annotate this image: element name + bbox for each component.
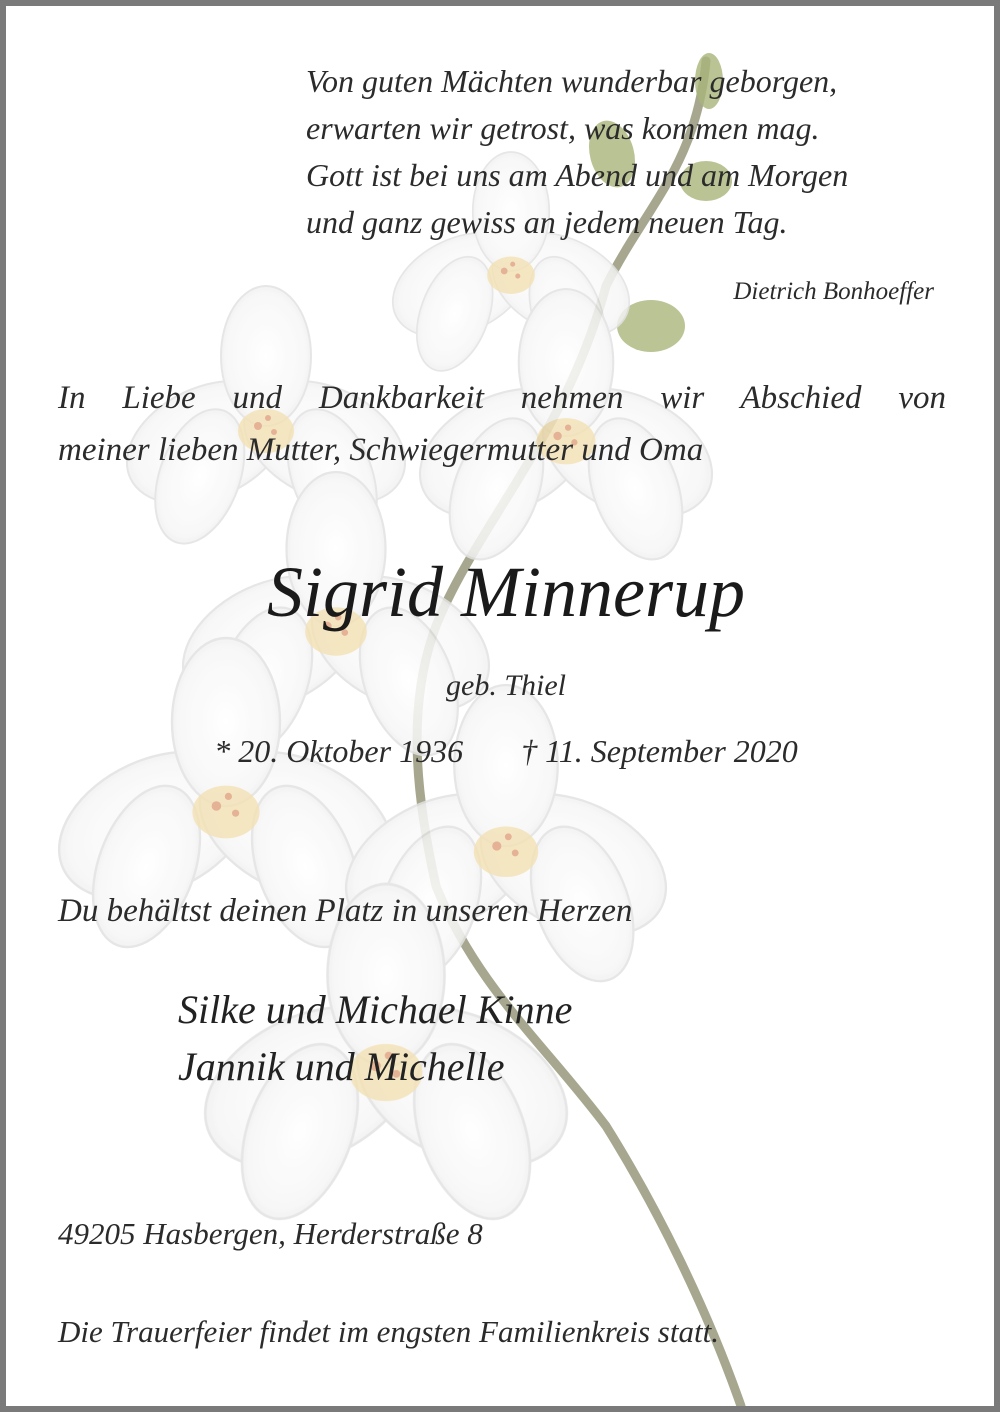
intro-text xyxy=(58,372,946,476)
address: 49205 Hasbergen, Herderstraße 8 xyxy=(58,1216,483,1251)
life-dates xyxy=(6,733,1000,770)
family-signature xyxy=(178,981,572,1095)
family-member: Silke und Michael Kinne xyxy=(178,987,573,1032)
family-member: Jannik und Michelle xyxy=(178,1044,505,1089)
poem xyxy=(306,58,848,246)
poem-line: Von guten Mächten wunderbar geborgen, xyxy=(306,63,838,99)
closing-line: Du behältst deinen Platz in unseren Herzen xyxy=(58,893,633,929)
death-date: † 11. September 2020 xyxy=(521,733,798,769)
deceased-name: Sigrid Minnerup xyxy=(267,552,745,632)
birth-name: geb. Thiel xyxy=(446,669,566,702)
intro-line: In Liebe und Dankbarkeit nehmen wir Abschied von xyxy=(58,380,946,416)
poem-line: erwarten wir getrost, was kommen mag. xyxy=(306,110,820,146)
poem-author: Dietrich Bonhoeffer xyxy=(733,278,934,305)
birth-date: * 20. Oktober 1936 xyxy=(214,733,464,769)
poem-line: und ganz gewiss an jedem neuen Tag. xyxy=(306,204,788,240)
funeral-note: Die Trauerfeier findet im engsten Familienkreis statt. xyxy=(58,1314,719,1349)
poem-line: Gott ist bei uns am Abend und am Morgen xyxy=(306,157,849,193)
intro-line: meiner lieben Mutter, Schwiegermutter und Oma xyxy=(58,432,704,468)
